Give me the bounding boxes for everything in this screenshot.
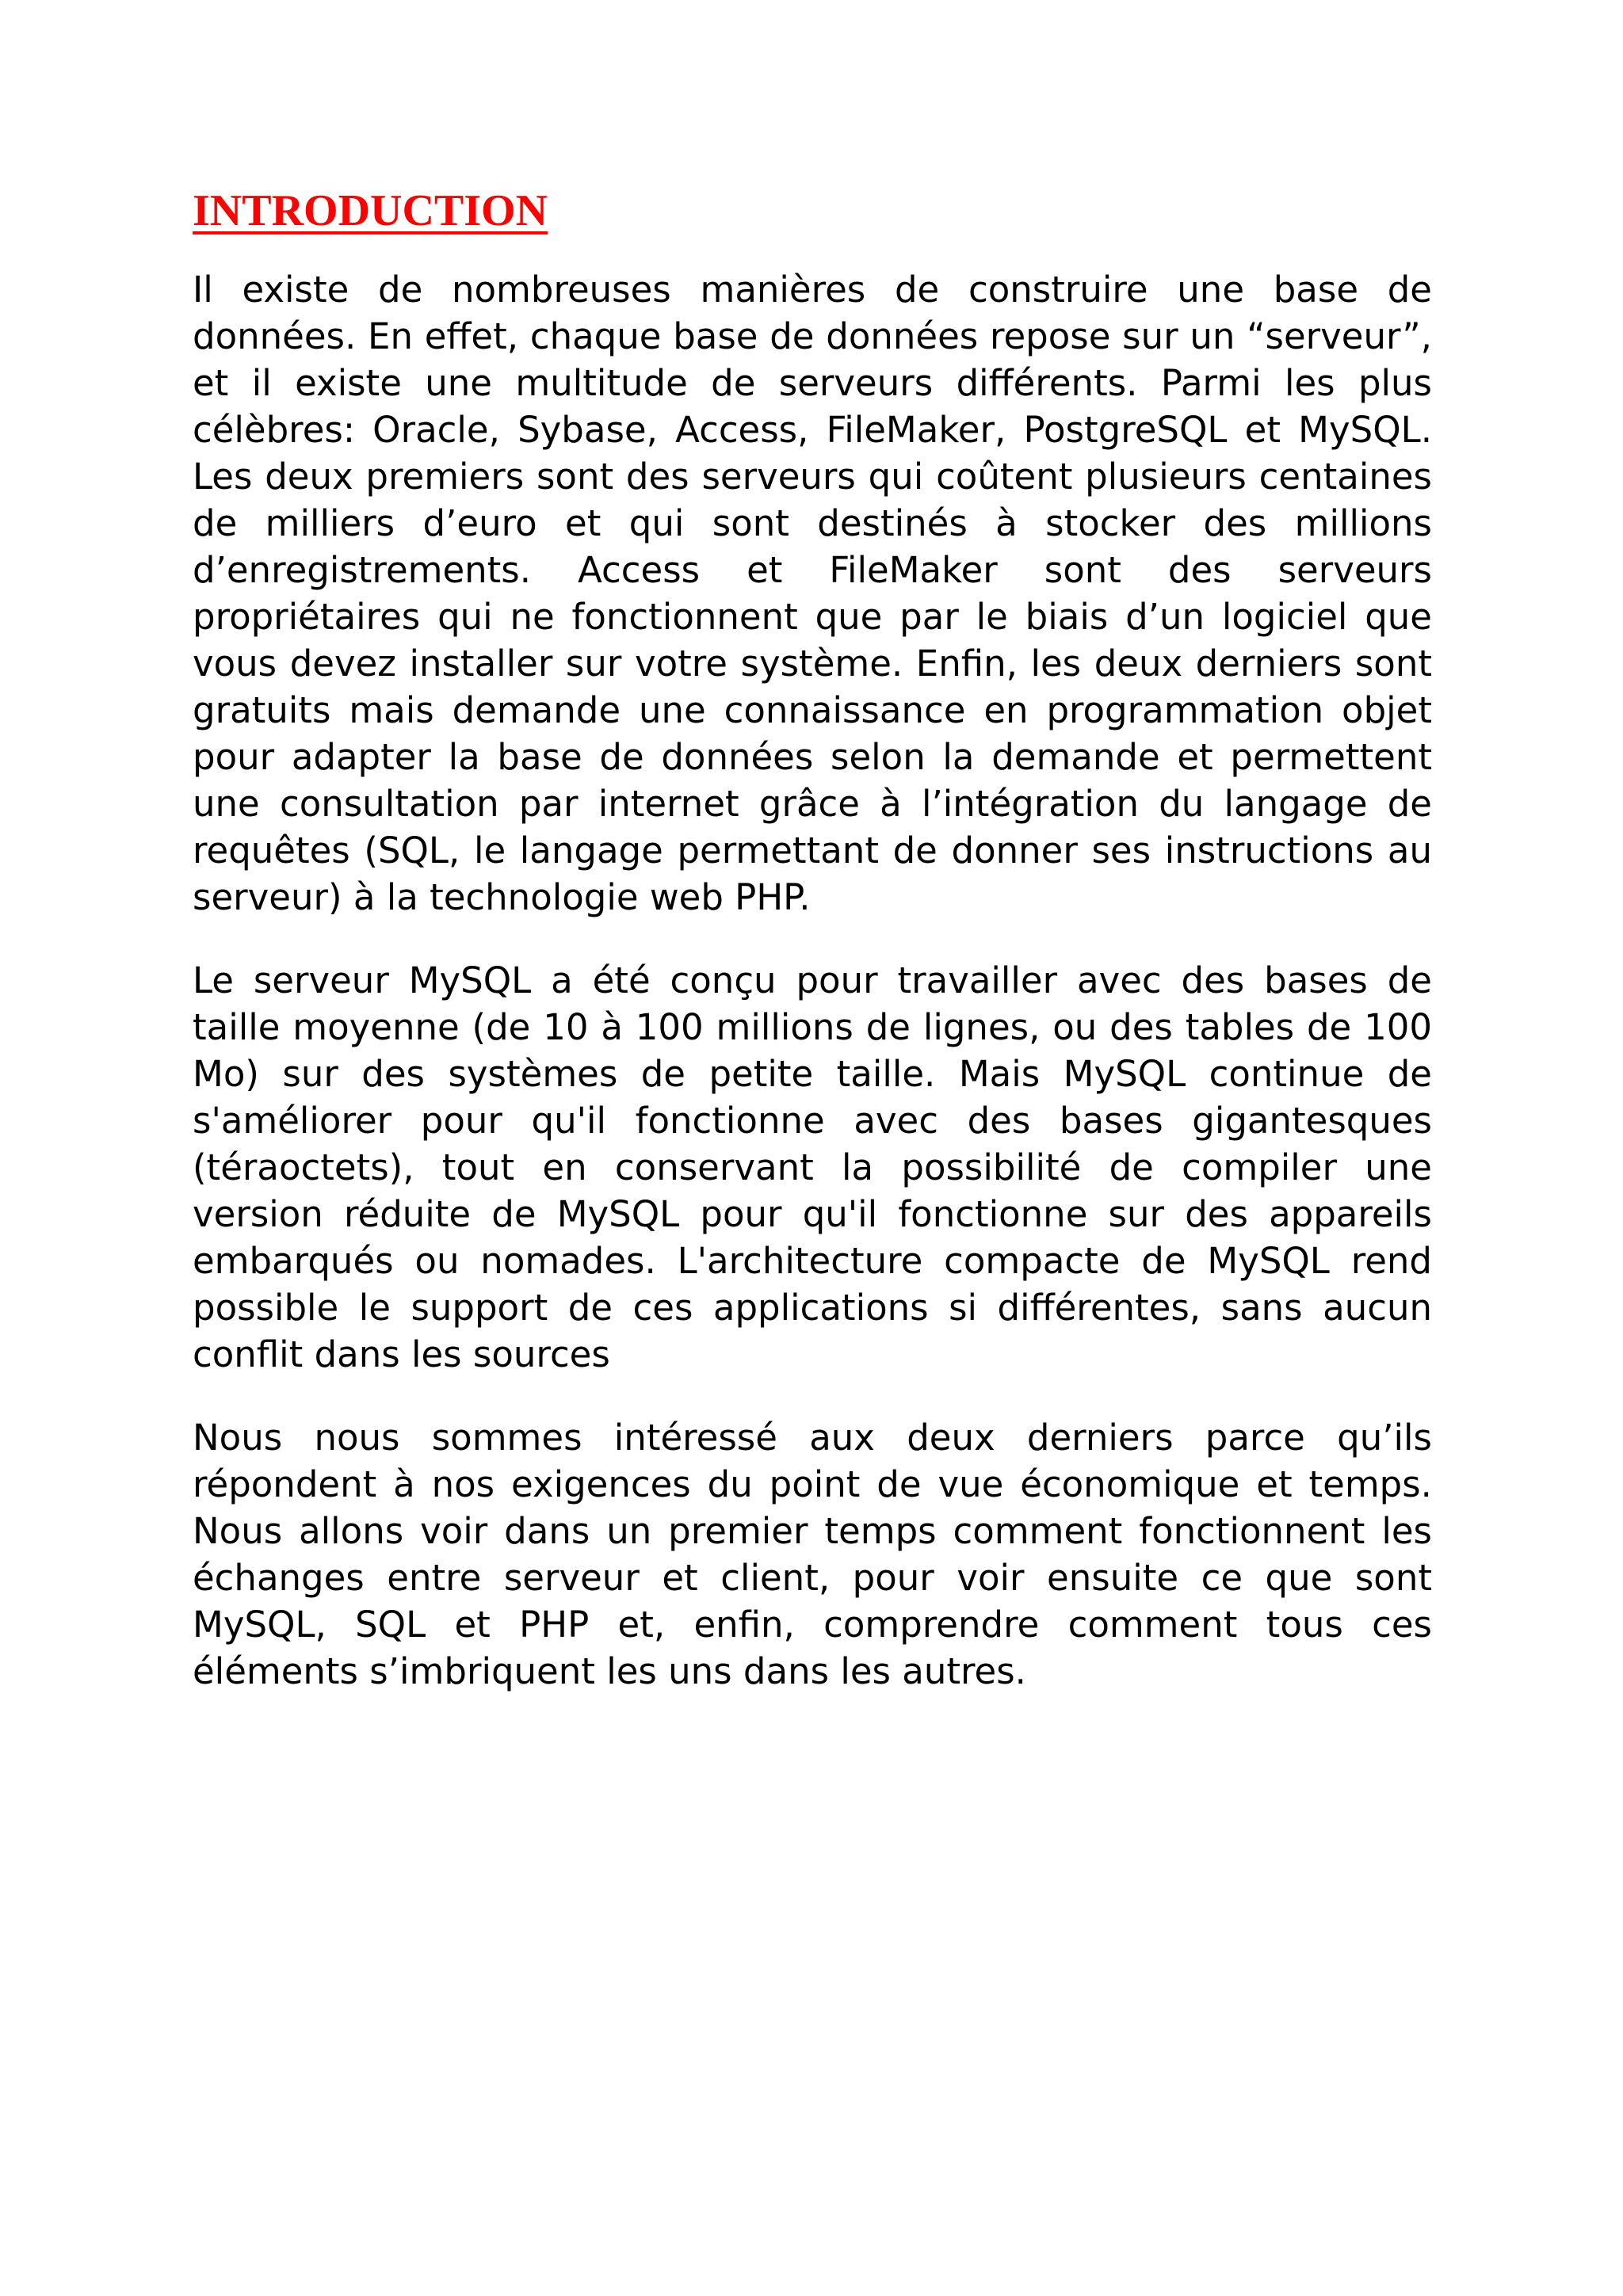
paragraph-intro: Il existe de nombreuses manières de construire une base de données. En effet, chaque base de données repose sur un “serveur”, et il existe une multitude de serveurs différents. Parmi les plus célèbres: Oracle, Sybase, Access, FileMaker, PostgreSQL et MySQL. Les deux premiers sont des serveurs qui coûtent plusieurs centaines de milliers d’euro et qui sont destinés à stocker des millions d’enregistrements. Access et FileMaker sont des serveurs propriétaires qui ne fonctionnent que par le biais d’un logiciel que vous devez installer sur votre système. Enfin, les deux derniers sont gratuits mais demande une connaissance en programmation objet pour adapter la base de données selon la demande et permettent une consultation par internet grâce à l’intégration du langage de requêtes (SQL, le langage permettant de donner ses instructions au serveur) à la technologie web PHP.	[193, 269, 1432, 918]
paragraph-mysql: Le serveur MySQL a été conçu pour travailler avec des bases de taille moyenne (de 10 à 100 millions de lignes, ou des tables de 100 Mo) sur des systèmes de petite taille. Mais MySQL continue de s'améliorer pour qu'il fonctionne avec des bases gigantesques (téraoctets), tout en conservant la possibilité de compiler une version réduite de MySQL pour qu'il fonctionne sur des appareils embarqués ou nomades. L'architecture compacte de MySQL rend possible le support de ces applications si différentes, sans aucun conflit dans les sources	[193, 959, 1432, 1375]
page-title: INTRODUCTION	[193, 186, 548, 235]
paragraph-choice: Nous nous sommes intéressé aux deux derniers parce qu’ils répondent à nos exigences du point de vue économique et temps. Nous allons voir dans un premier temps comment fonctionnent les échanges entre serveur et client, pour voir ensuite ce que sont MySQL, SQL et PHP et, enfin, comprendre comment tous ces éléments s’imbriquent les uns dans les autres.	[193, 1417, 1432, 1692]
document-body	[193, 186, 1432, 1695]
